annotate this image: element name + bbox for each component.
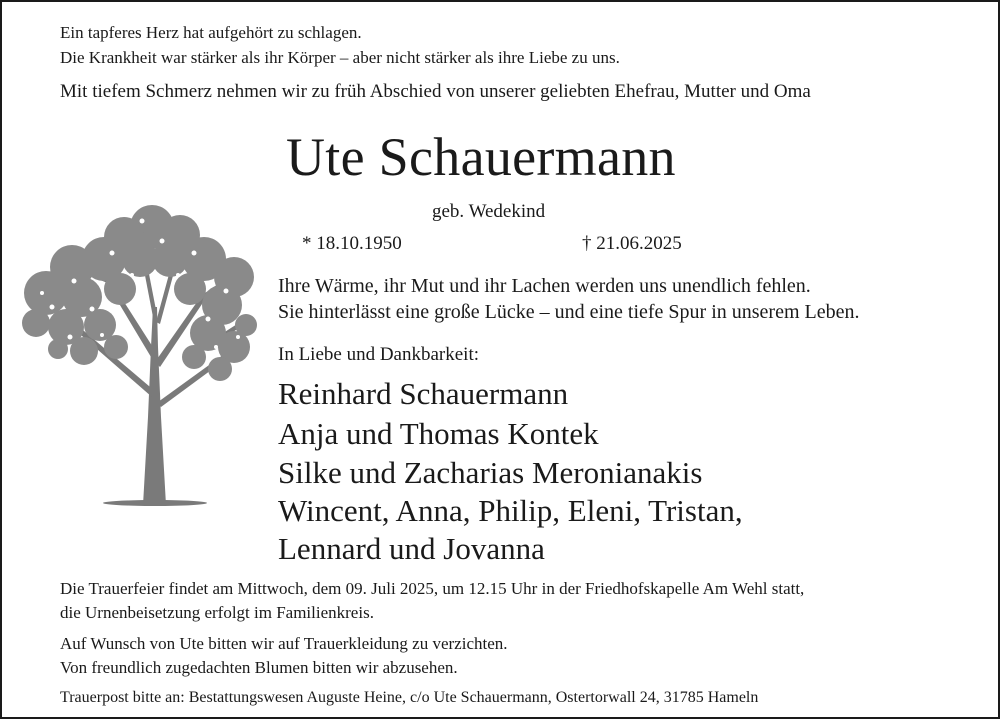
tribute-line-2: Sie hinterlässt eine große Lücke – und eine tiefe Spur in unserem Leben. (278, 301, 860, 323)
tribute-line-1: Ihre Wärme, ihr Mut und ihr Lachen werden uns unendlich fehlen. (278, 275, 811, 297)
birth-date: * 18.10.1950 (302, 233, 402, 254)
mourners-heading: In Liebe und Dankbarkeit: (278, 344, 480, 365)
ceremony-line-2: die Urnenbeisetzung erfolgt im Familienkreis. (60, 603, 374, 622)
death-date: † 21.06.2025 (582, 233, 682, 254)
intro-line-2: Die Krankheit war stärker als ihr Körper – aber nicht stärker als ihre Liebe zu uns. (60, 48, 620, 67)
mourner-name: Anja und Thomas Kontek (278, 416, 599, 451)
request-line-1: Auf Wunsch von Ute bitten wir auf Trauerkleidung zu verzichten. (60, 634, 508, 653)
mourner-name: Silke und Zacharias Meronianakis (278, 455, 703, 490)
mourner-name: Reinhard Schauermann (278, 376, 569, 411)
tree-icon (12, 197, 257, 512)
footer-address: Trauerpost bitte an: Bestattungswesen Auguste Heine, c/o Ute Schauermann, Ostertorwall 24, 31785 Hameln (60, 689, 759, 706)
deceased-name: Ute Schauermann (286, 127, 676, 187)
maiden-name: geb. Wedekind (432, 201, 546, 222)
request-line-2: Von freundlich zugedachten Blumen bitten wir abzusehen. (60, 658, 458, 677)
mourner-name: Wincent, Anna, Philip, Eleni, Tristan, (278, 493, 743, 528)
mourner-name: Lennard und Jovanna (278, 531, 545, 566)
intro-line-1: Ein tapferes Herz hat aufgehört zu schlagen. (60, 23, 362, 42)
ceremony-line-1: Die Trauerfeier findet am Mittwoch, dem 09. Juli 2025, um 12.15 Uhr in der Friedhofskapelle Am Wehl statt, (60, 579, 805, 598)
intro-line-3: Mit tiefem Schmerz nehmen wir zu früh Abschied von unserer geliebten Ehefrau, Mutter und Oma (60, 81, 811, 102)
